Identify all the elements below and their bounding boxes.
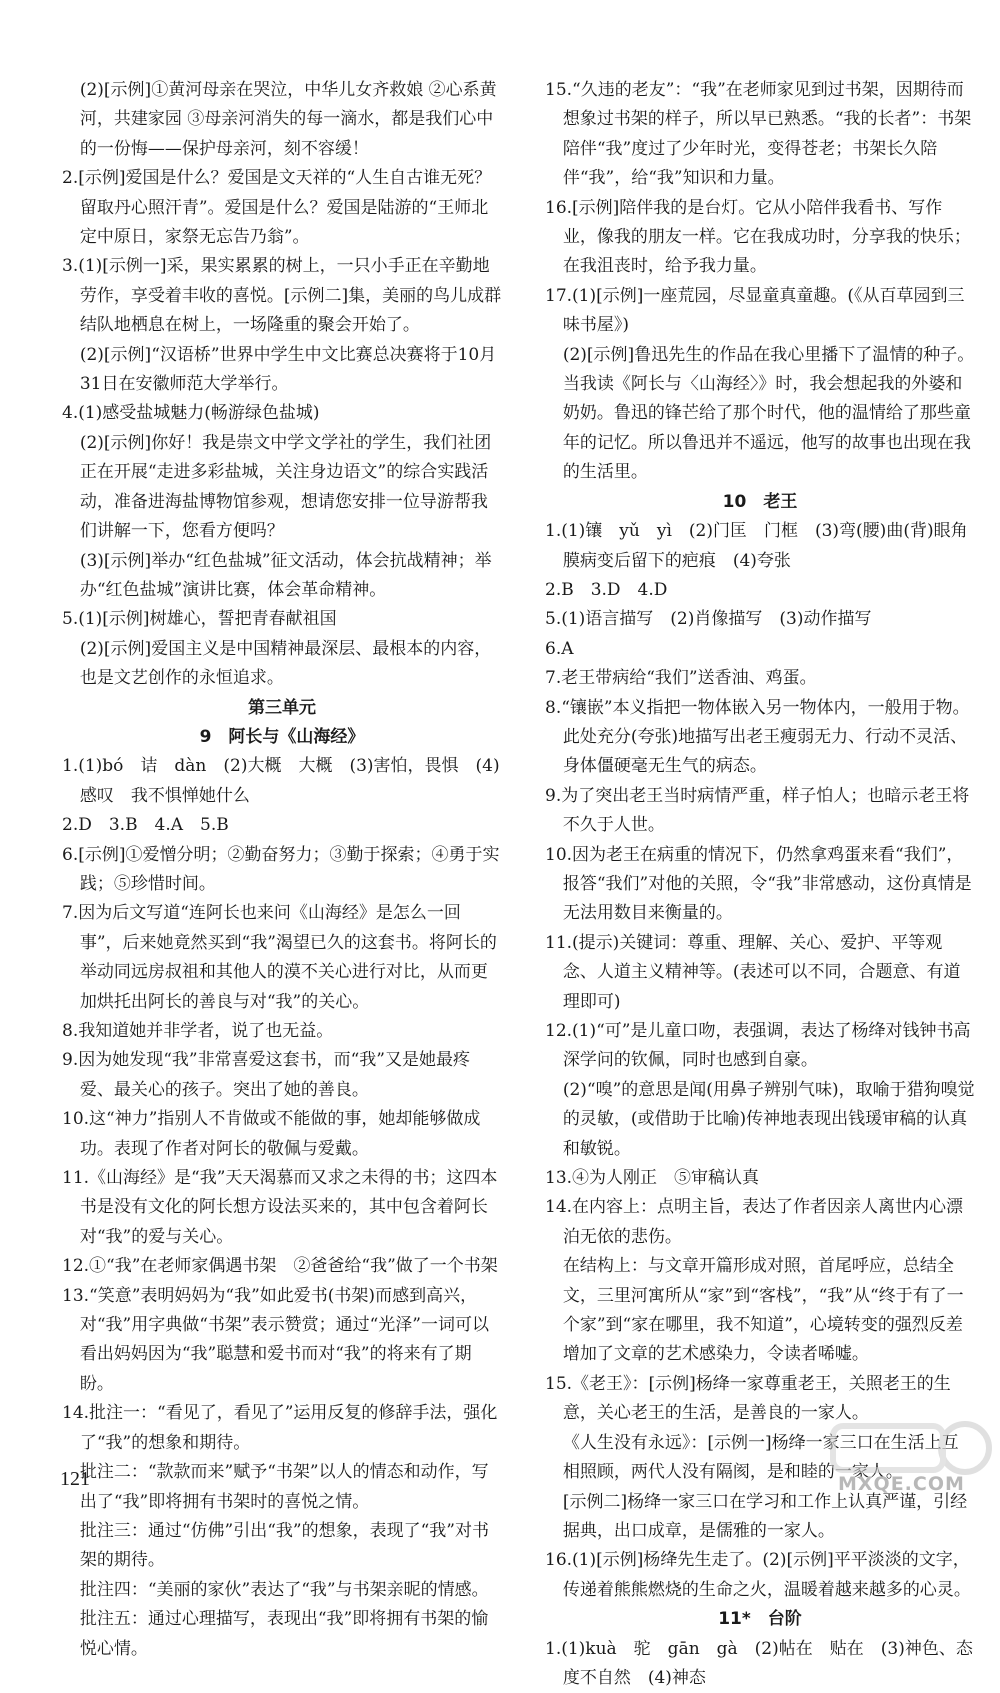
answer-item: 1.(1)镶 yǔ yì (2)门匡 门框 (3)弯(腰)曲(背)眼角膜病变后留下的疤痕 (4)夸张	[545, 521, 968, 571]
answer-subitem: (2)[示例]鲁迅先生的作品在我心里播下了温情的种子。当我读《阿长与〈山海经〉》时，我会想起我的外婆和奶奶。鲁迅的锋芒给了那个时代，他的温情给了那些童年的记忆。所以鲁迅并不遥远，他写的故事也出现在我的生活里。	[562, 344, 975, 483]
section-heading: 11* 台阶	[718, 1609, 802, 1630]
section-heading: 9 阿长与《山海经》	[199, 726, 365, 747]
answer-item: 4.(1)感受盐城魅力(畅游绿色盐城)	[62, 403, 320, 424]
answer-item: 9.为了突出老王当时病情严重，样子怕人；也暗示老王将不久于人世。	[545, 785, 970, 836]
answer-item: 8.“镶嵌”本义指把一物体嵌入另一物体内，一般用于物。此处充分(夸张)地描写出老王瘦弱无力、行动不灵活、身体僵硬毫无生气的病态。	[545, 697, 970, 777]
answer-item: 16.(1)[示例]杨绛先生走了。(2)[示例]平平淡淡的文字，传递着熊熊燃烧的生命之火，温暖着越来越多的心灵。	[545, 1550, 971, 1600]
answer-subitem: (2)[示例]爱国主义是中国精神最深层、最根本的内容，也是文艺创作的永恒追求。	[79, 638, 492, 689]
answer-item: 2.B 3.D 4.D	[545, 579, 668, 600]
answer-item: 11.(提示)关键词：尊重、理解、关心、爱护、平等观念、人道主义精神等。(表述可以不同，合题意、有道理即可)	[545, 932, 961, 1012]
answer-item: 7.因为后文写道“连阿长也来问《山海经》是怎么一回事”，后来她竟然买到“我”渴望已久的这套书。将阿长的举动同远房叔祖和其他人的漠不关心进行对比，从而更加烘托出阿长的善良与对“我”的关心。	[62, 903, 497, 1012]
answer-item: 15.“久违的老友”：“我”在老师家见到过书架，因期待而想象过书架的样子，所以早已熟悉。“我的长者”：书架陪伴“我”度过了少年时光，变得苍老；书架长久陪伴“我”，给“我”知识和力量。	[545, 80, 972, 189]
answer-item: 17.(1)[示例]一座荒园，尽显童真童趣。(《从百草园到三味书屋》)	[545, 285, 965, 336]
answer-item: 15.《老王》：[示例]杨绛一家尊重老王，关照老王的生意，关心老王的生活，是善良的一家人。	[545, 1373, 951, 1424]
answer-item: 12.①“我”在老师家偶遇书架 ②爸爸给“我”做了一个书架	[62, 1256, 498, 1277]
answer-subitem: 批注二：“款款而来”赋予“书架”以人的情态和动作，写出了“我”即将拥有书架时的喜悦之情。	[79, 1462, 489, 1512]
answer-item: 10.因为老王在病重的情况下，仍然拿鸡蛋来看“我们”，报答“我们”对他的关照，令“我”非常感动，这份真情是无法用数目来衡量的。	[545, 844, 972, 924]
answer-subitem: 在结构上：与文章开篇形成对照，首尾呼应，总结全文，三里河寓所从“家”到“客栈”，“我”从“终于有了一个家”到“家在哪里，我不知道”，心境转变的强烈反差增加了文章的艺术感染力，令读者唏嘘。	[562, 1256, 964, 1365]
answer-item: 7.老王带病给“我们”送香油、鸡蛋。	[545, 668, 817, 689]
answer-subitem: 批注五：通过心理描写，表现出“我”即将拥有书架的愉悦心情。	[79, 1609, 489, 1659]
answer-item: 14.批注一：“看见了，看见了”运用反复的修辞手法，强化了“我”的想象和期待。	[62, 1403, 498, 1453]
answer-item: 2.D 3.B 4.A 5.B	[62, 815, 229, 836]
answer-item: 5.(1)语言描写 (2)肖像描写 (3)动作描写	[545, 609, 872, 630]
section-heading: 10 老王	[722, 491, 798, 512]
answer-subitem: 批注四：“美丽的家伙”表达了“我”与书架亲昵的情感。	[79, 1579, 489, 1600]
answer-subitem: (2)[示例]“汉语桥”世界中学生中文比赛总决赛将于10月31日在安徽师范大学举行。	[79, 344, 497, 395]
answer-item: 16.[示例]陪伴我的是台灯。它从小陪伴我看书、写作业，像我的朋友一样。它在我成功时，分享我的快乐；在我沮丧时，给予我力量。	[545, 197, 971, 277]
answer-item: 13.④为人刚正 ⑤审稿认真	[545, 1168, 760, 1189]
answer-item: 10.这“神力”指别人不肯做或不能做的事，她却能够做成功。表现了作者对阿长的敬佩与爱戴。	[62, 1109, 481, 1159]
answer-item: 3.(1)[示例一]采，果实累累的树上，一只小手正在辛勤地劳作，享受着丰收的喜悦。[示例二]集，美丽的鸟儿成群结队地栖息在树上，一场隆重的聚会开始了。	[62, 256, 502, 336]
section-heading: 第三单元	[248, 697, 316, 718]
watermark-text: MXQE.COM	[838, 1473, 965, 1495]
answer-subitem: (2)[示例]①黄河母亲在哭泣，中华儿女齐救娘 ②心系黄河，共建家园 ③母亲河消失的每一滴水，都是我们心中的一份悔——保护母亲河，刻不容缓！	[79, 80, 497, 159]
answer-item: 14.在内容上：点明主旨，表达了作者因亲人离世内心漂泊无依的悲伤。	[545, 1197, 964, 1247]
answer-item: 8.我知道她并非学者，说了也无益。	[62, 1021, 334, 1041]
answer-item: 6.[示例]①爱憎分明；②勤奋努力；③勤于探索；④勇于实践；⑤珍惜时间。	[62, 844, 500, 894]
answer-item: 1.(1)kuà 驼 gān gà (2)帖在 贴在 (3)神色、态度不自然 (4)神态	[545, 1638, 973, 1688]
left-column	[62, 76, 502, 1664]
answer-item: 9.因为她发现“我”非常喜爱这套书，而“我”又是她最疼爱、最关心的孩子。突出了她的善良。	[62, 1050, 470, 1100]
answer-item: 5.(1)[示例]树雄心，誓把青春献祖国	[62, 609, 337, 630]
answer-item: 1.(1)bó 诘 dàn (2)大概 大概 (3)害怕，畏惧 (4)感叹 我不惧惮她什么	[62, 756, 500, 806]
answer-subitem: (3)[示例]举办“红色盐城”征文活动，体会抗战精神；举办“红色盐城”演讲比赛，体会革命精神。	[79, 550, 492, 600]
answer-item: 13.“笑意”表明妈妈为“我”如此爱书(书架)而感到高兴，对“我”用字典做“书架”表示赞赏；通过“光泽”一词可以看出妈妈因为“我”聪慧和爱书而对“我”的将来有了期盼。	[62, 1285, 489, 1394]
answer-item: 11.《山海经》是“我”天天渴慕而又求之未得的书；这四本书是没有文化的阿长想方设法买来的，其中包含着阿长对“我”的爱与关心。	[62, 1168, 498, 1247]
answer-item: 2.[示例]爱国是什么？爱国是文天祥的“人生自古谁无死？留取丹心照汗青”。爱国是什么？爱国是陆游的“王师北定中原日，家祭无忘告乃翁”。	[62, 168, 492, 248]
answer-subitem: 批注三：通过“仿佛”引出“我”的想象，表现了“我”对书架的期待。	[79, 1520, 489, 1571]
answer-subitem: [示例二]杨绛一家三口在学习和工作上认真严谨，引经据典，出口成章，是儒雅的一家人。	[562, 1491, 968, 1541]
answer-subitem: (2)[示例]你好！我是崇文中学文学社的学生，我们社团正在开展“走进多彩盐城，关注身边语文”的综合实践活动，准备进海盐博物馆参观，想请您安排一位导游帮我们讲解一下，您看方便吗？	[79, 432, 492, 542]
answer-item: 12.(1)“可”是儿童口吻，表强调，表达了杨绛对钱钟书高深学问的钦佩，同时也感到自豪。	[545, 1021, 971, 1071]
answer-subitem: 《人生没有永远》：[示例一]杨绛一家三口在生活上互相照顾，两代人没有隔阂，是和睦的一家人。	[562, 1432, 959, 1483]
page-number: 121	[60, 1468, 90, 1490]
answer-item: 6.A	[545, 638, 574, 659]
answer-subitem: (2)“嗅”的意思是闻(用鼻子辨别气味)，取喻于猎狗嗅觉的灵敏，(或借助于比喻)传神地表现出钱瑗审稿的认真和敏锐。	[562, 1079, 975, 1159]
